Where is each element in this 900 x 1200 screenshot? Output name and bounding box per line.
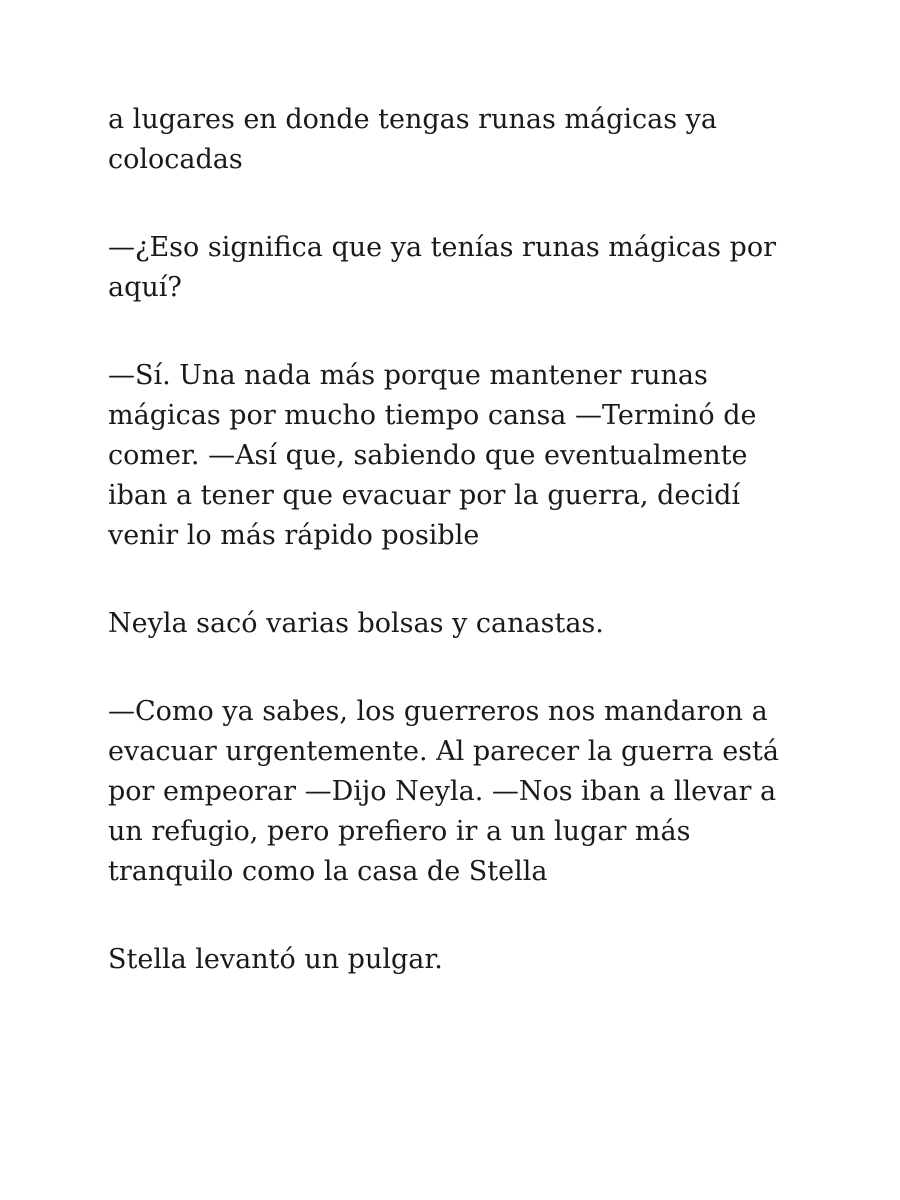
paragraph: —Como ya sabes, los guerreros nos mandaron a evacuar urgentemente. Al parecer la guerra está por empeorar —Dijo Neyla. —Nos iban a llevar a un refugio, pero prefiero ir a un lugar más tranquilo como la casa de Stella bbox=[108, 696, 779, 887]
paragraph: a lugares en donde tengas runas mágicas ya colocadas bbox=[108, 104, 718, 175]
paragraph: —¿Eso significa que ya tenías runas mágicas por aquí? bbox=[108, 232, 776, 303]
paragraph: —Sí. Una nada más porque mantener runas mágicas por mucho tiempo cansa —Terminó de comer. —Así que, sabiendo que eventualmente iban a tener que evacuar por la guerra, decidí venir lo más rápido posible bbox=[108, 360, 757, 551]
paragraph: Neyla sacó varias bolsas y canastas. bbox=[108, 608, 604, 639]
paragraph: Stella levantó un pulgar. bbox=[108, 944, 443, 975]
reading-page bbox=[108, 100, 798, 1028]
